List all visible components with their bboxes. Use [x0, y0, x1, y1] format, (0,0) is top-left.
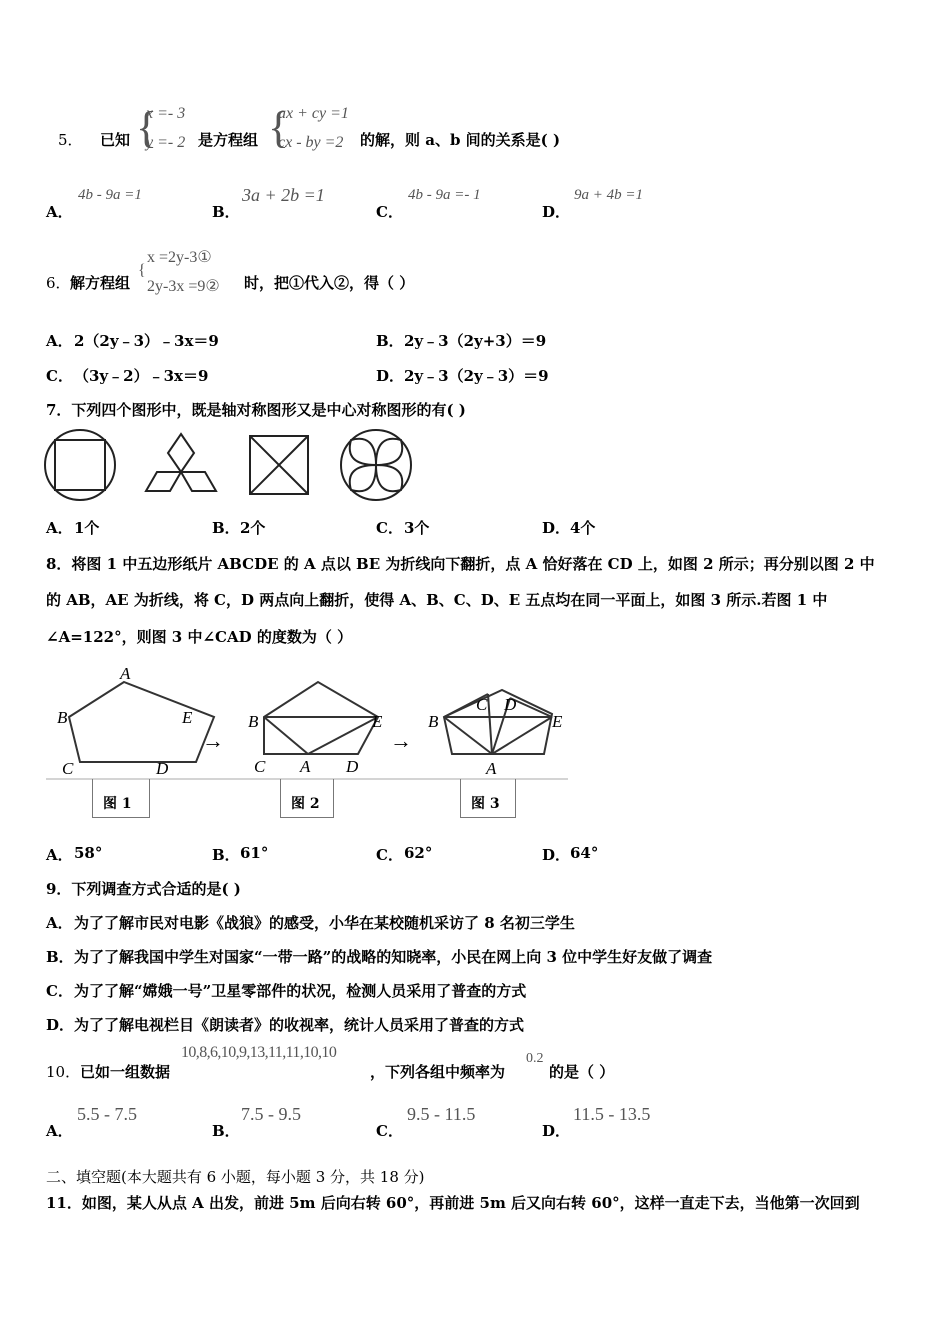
- q6-option-c-text: （3y﹣2）﹣3x＝9: [74, 367, 209, 385]
- arrow-1: →: [202, 728, 224, 753]
- fig3-caption: 图 3: [471, 796, 500, 812]
- q7-option-a-label: A．: [46, 519, 73, 537]
- q6-option-a-text: 2（2y﹣3）﹣3x＝9: [74, 332, 219, 350]
- q6-option-c-label: C．: [46, 367, 73, 385]
- fig3-caption-box: [460, 779, 516, 818]
- q5-tail: 的解，则 a、b 间的关系是( ): [360, 131, 561, 149]
- q9-option-a-label: A．: [46, 914, 73, 932]
- q10-option-c-label: C．: [376, 1122, 403, 1140]
- q10-number: 10．: [46, 1063, 81, 1081]
- q9-option-b-text: 为了了解我国中学生对国家“一带一路”的战略的知晓率，小民在网上向 3 位中学生好友做了调查: [74, 948, 713, 966]
- q5-mid: 是方程组: [198, 131, 259, 149]
- fig3-label-a: A: [486, 759, 497, 778]
- q5-lead: 已知: [100, 131, 131, 149]
- q5-option-a-expr: 4b - 9a =1: [78, 187, 142, 203]
- figure-2-folded: [264, 682, 378, 754]
- fig3-label-c: C: [476, 695, 488, 714]
- arrow-2: →: [390, 728, 412, 753]
- fig1-label-c: C: [62, 759, 74, 778]
- q9-option-a-text: 为了了解市民对电影《战狼》的感受，小华在某校随机采访了 8 名初三学生: [74, 914, 575, 932]
- section-2-heading: 二、填空题(本大题共有 6 小题，每小题 3 分，共 18 分): [46, 1168, 425, 1186]
- q7-text: 7．下列四个图形中，既是轴对称图形又是中心对称图形的有( ): [46, 401, 466, 419]
- q10-lead: 已如一组数据: [80, 1063, 171, 1081]
- q10-option-b-expr: 7.5 - 9.5: [241, 1104, 301, 1124]
- q6-eq2: 2y-3x =9②: [147, 278, 220, 295]
- q6-option-b-label: B．: [376, 332, 404, 350]
- q7-option-b-text: 2个: [240, 519, 266, 537]
- q5-sol-x: x =- 3: [146, 105, 186, 122]
- fig2-label-b: B: [248, 712, 259, 731]
- fig2-label-c: C: [254, 757, 266, 776]
- q9-option-d-label: D．: [46, 1016, 75, 1034]
- fig1-label-a: A: [120, 664, 131, 683]
- q8-option-d-text: 64°: [570, 844, 599, 862]
- q9-option-c-text: 为了了解“嫦娥一号”卫星零部件的状况，检测人员采用了普查的方式: [74, 982, 527, 1000]
- q10-option-c-expr: 9.5 - 11.5: [407, 1104, 476, 1124]
- q10-data: 10,8,6,10,9,13,11,11,10,10: [181, 1044, 337, 1061]
- circle-square-figure: [45, 430, 115, 500]
- q9-option-d-text: 为了了解电视栏目《朗读者》的收视率，统计人员采用了普查的方式: [74, 1016, 525, 1034]
- q8-option-c-text: 62°: [404, 844, 433, 862]
- q6-option-b-text: 2y﹣3（2y+3）＝9: [404, 332, 547, 350]
- q6-eq1: x =2y-3①: [147, 249, 212, 266]
- q6-brace: {: [138, 262, 146, 279]
- q8-option-a-label: A．: [46, 846, 73, 864]
- q10-freq: 0.2: [526, 1051, 544, 1066]
- q9-text: 9．下列调查方式合适的是( ): [46, 880, 241, 898]
- q8-option-c-label: C．: [376, 846, 403, 864]
- q7-option-a-text: 1个: [74, 519, 100, 537]
- q10-option-a-expr: 5.5 - 7.5: [77, 1104, 137, 1124]
- q5-option-d-expr: 9a + 4b =1: [574, 187, 643, 203]
- fig2-label-a: A: [300, 757, 311, 776]
- q6-number: 6．: [46, 274, 71, 292]
- q8-option-a-text: 58°: [74, 844, 103, 862]
- q7-option-d-label: D．: [542, 519, 571, 537]
- q6-option-d-text: 2y﹣3（2y﹣3）＝9: [404, 367, 549, 385]
- q7-option-c-label: C．: [376, 519, 403, 537]
- square-x-figure: [250, 436, 308, 494]
- fig1-caption: 图 1: [103, 796, 132, 812]
- q5-option-c-expr: 4b - 9a =- 1: [408, 187, 481, 203]
- q5-brace-right: {: [268, 103, 290, 152]
- q10-option-d-expr: 11.5 - 13.5: [573, 1104, 651, 1124]
- q8-option-b-label: B．: [212, 846, 240, 864]
- q10-option-d-label: D．: [542, 1122, 571, 1140]
- q7-option-d-text: 4个: [570, 519, 596, 537]
- q8-option-b-text: 61°: [240, 844, 269, 862]
- fig1-label-b: B: [57, 708, 68, 727]
- fig1-label-e: E: [182, 708, 193, 727]
- q5-option-d-label: D．: [542, 203, 571, 221]
- q8-option-d-label: D．: [542, 846, 571, 864]
- fig1-label-d: D: [156, 759, 169, 778]
- fig3-label-e: E: [552, 712, 563, 731]
- q5-option-a-label: A．: [46, 203, 73, 221]
- q8-line-2: 的 AB，AE 为折线，将 C，D 两点向上翻折，使得 A、B、C、D、E 五点均在同一平面上，如图 3 所示.若图 1 中: [46, 591, 828, 609]
- q6-lead: 解方程组: [70, 274, 131, 292]
- q7-figures: [40, 428, 430, 502]
- fig3-label-b: B: [428, 712, 439, 731]
- q6-option-d-label: D．: [376, 367, 405, 385]
- q9-option-b-label: B．: [46, 948, 74, 966]
- figure-3-folded: [444, 690, 552, 754]
- q5-brace-left: {: [136, 103, 158, 152]
- fig2-caption: 图 2: [291, 796, 320, 812]
- fig1-caption-box: [92, 779, 150, 818]
- q5-sol-y: y =- 2: [146, 134, 186, 151]
- fig2-label-d: D: [346, 757, 359, 776]
- circle-petal-figure: [341, 430, 411, 500]
- q11-text: 11．如图，某人从点 A 出发，前进 5m 后向右转 60°，再前进 5m 后又向右转 60°，这样一直走下去，当他第一次回到: [46, 1194, 860, 1212]
- q5-eq1: ax + cy =1: [278, 105, 349, 122]
- q10-option-a-label: A．: [46, 1122, 73, 1140]
- q5-option-c-label: C．: [376, 203, 403, 221]
- fig2-label-e: E: [372, 712, 383, 731]
- q9-option-c-label: C．: [46, 982, 73, 1000]
- q8-line-1: 8．将图 1 中五边形纸片 ABCDE 的 A 点以 BE 为折线向下翻折，点 A 恰好落在 CD 上，如图 2 所示；再分别以图 2 中: [46, 555, 875, 573]
- q5-option-b-expr: 3a + 2b =1: [242, 185, 325, 205]
- q10-mid: ，下列各组中频率为: [370, 1063, 506, 1081]
- q7-option-b-label: B．: [212, 519, 240, 537]
- q8-line-3: ∠A=122°，则图 3 中∠CAD 的度数为（ ）: [46, 628, 353, 646]
- q6-option-a-label: A．: [46, 332, 73, 350]
- q7-option-c-text: 3个: [404, 519, 430, 537]
- three-rhombus-figure: [146, 434, 216, 491]
- fig3-label-d: D: [504, 695, 517, 714]
- q10-tail: 的是（ ）: [549, 1063, 615, 1081]
- q5-eq2: cx - by =2: [278, 134, 344, 151]
- q5-number: 5．: [58, 131, 83, 149]
- q5-option-b-label: B．: [212, 203, 240, 221]
- q10-option-b-label: B．: [212, 1122, 240, 1140]
- fig2-caption-box: [280, 779, 334, 818]
- q6-tail: 时，把①代入②，得（ ）: [244, 274, 415, 292]
